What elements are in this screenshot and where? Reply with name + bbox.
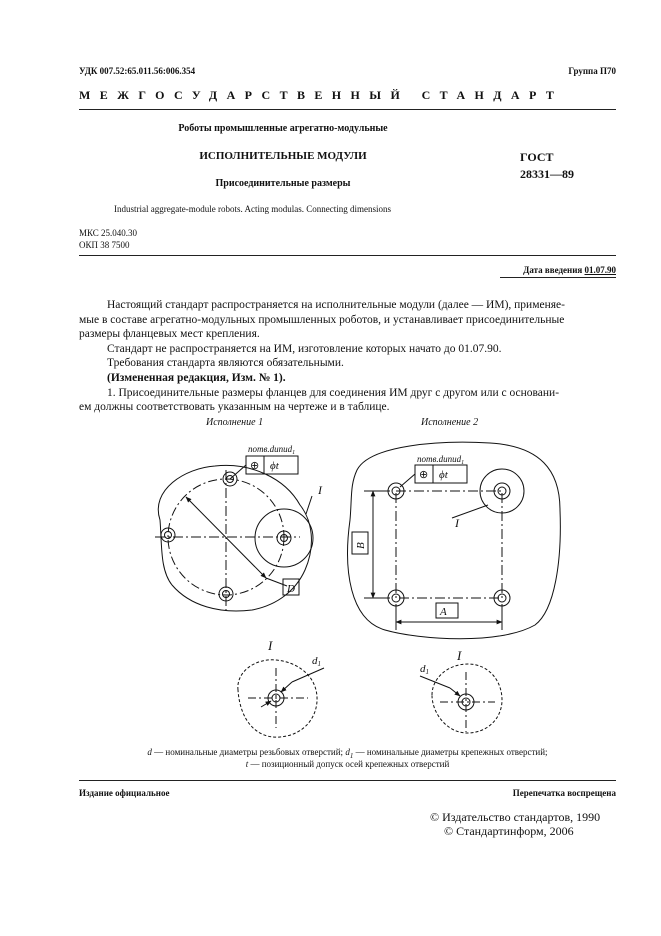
- standard-banner: МЕЖГОСУДАРСТВЕННЫЙ СТАНДАРТ: [79, 88, 564, 102]
- paragraph-3: Требования стандарта являются обязательными.: [107, 357, 344, 370]
- figure-caption-line-2: [79, 759, 616, 769]
- variant2-bolt-square: [396, 491, 502, 598]
- intro-date-divider: [500, 277, 616, 278]
- body-text: [79, 298, 616, 415]
- variant1-position-icon: ⊕: [250, 460, 260, 472]
- detail1-d1-label: d1: [312, 655, 321, 668]
- caption-t-text: — позиционный допуск осей крепежных отверстий: [248, 759, 450, 769]
- title-divider: [79, 255, 616, 256]
- detail1-mark: I: [268, 638, 273, 653]
- udk-code: УДК 007.52:65.011.56:006.354: [79, 66, 196, 76]
- title-line-1: Роботы промышленные агрегатно-модульные: [178, 123, 388, 134]
- paragraph-1-line-2: мые в составе агрегатно-модульных промышленных роботов, и устанавливает присоединительные: [79, 313, 565, 326]
- gost-label: ГОСТ: [520, 150, 554, 164]
- variant2-dim-b: B: [355, 542, 367, 549]
- variant1-tolerance-label: ϕt: [270, 460, 279, 472]
- variant2-label: Исполнение 2: [421, 417, 479, 428]
- variant1-label: Исполнение 1: [206, 417, 264, 428]
- variant1-holes-label: nотв.dunud$_1$: [248, 444, 296, 456]
- reprint-notice: Перепечатка воспрещена: [512, 788, 616, 798]
- caption-d1-symbol: d: [345, 747, 350, 757]
- variant2-position-icon: ⊕: [419, 469, 429, 481]
- amendment-note: (Измененная редакция, Изм. № 1).: [107, 371, 286, 384]
- paragraph-2: Стандарт не распространяется на ИМ, изготовление которых начато до 01.07.90.: [107, 342, 502, 355]
- paragraph-5-line-2: ем должны соответствовать указанным на чертеже и в таблице.: [79, 401, 390, 414]
- header-divider: [79, 109, 616, 110]
- variant2-holes-label: nотв.dunud$_1$: [417, 454, 465, 466]
- paragraph-1-line-1: Настоящий стандарт распространяется на исполнительные модули (далее — ИМ), применяе-: [107, 299, 565, 311]
- caption-d-symbol: d: [147, 747, 152, 757]
- footer-divider: [79, 780, 616, 781]
- mks-code: МКС 25.040.30: [79, 228, 138, 238]
- paragraph-5-line-1: 1. Присоединительные размеры фланцев для соединения ИМ друг с другом или с основани-: [107, 386, 560, 399]
- detail2-d1-label: d1: [420, 663, 429, 676]
- variant1-dim-d: D: [287, 583, 295, 595]
- flange-drawing: [0, 405, 661, 745]
- intro-date-value: 01.07.90: [584, 265, 616, 275]
- okp-code: ОКП 38 7500: [79, 240, 130, 250]
- group-code: Группа П70: [568, 66, 616, 76]
- variant2-detail-mark: I: [455, 516, 459, 530]
- caption-d1-sub: 1: [349, 751, 354, 760]
- title-line-2: ИСПОЛНИТЕЛЬНЫЕ МОДУЛИ: [199, 150, 367, 162]
- gost-number: 28331—89: [520, 167, 574, 181]
- variant2-flange-outline: [348, 442, 561, 639]
- variant2-tolerance-label: ϕt: [439, 469, 448, 481]
- official-edition: Издание официальное: [79, 788, 170, 798]
- copyright-2: © Стандартинформ, 2006: [444, 824, 574, 838]
- intro-date: [523, 265, 616, 275]
- english-title: Industrial aggregate-module robots. Acting modulas. Connecting dimensions: [114, 204, 391, 214]
- copyright-1: © Издательство стандартов, 1990: [430, 810, 601, 824]
- caption-d1-text: — номинальные диаметры крепежных отверстий;: [353, 747, 548, 757]
- title-line-3: Присоединительные размеры: [215, 178, 351, 189]
- caption-t-symbol: t: [245, 759, 249, 769]
- variant1-detail-mark: I: [318, 483, 322, 497]
- intro-date-label: Дата введения: [523, 265, 583, 275]
- caption-d-text: — номинальные диаметры резьбовых отверстий;: [151, 747, 346, 757]
- paragraph-1-line-3: размеры фланцевых мест крепления.: [79, 328, 260, 341]
- figure-caption-line-1: [79, 747, 616, 760]
- detail2-mark: I: [457, 648, 462, 663]
- variant2-dim-a: A: [440, 606, 447, 618]
